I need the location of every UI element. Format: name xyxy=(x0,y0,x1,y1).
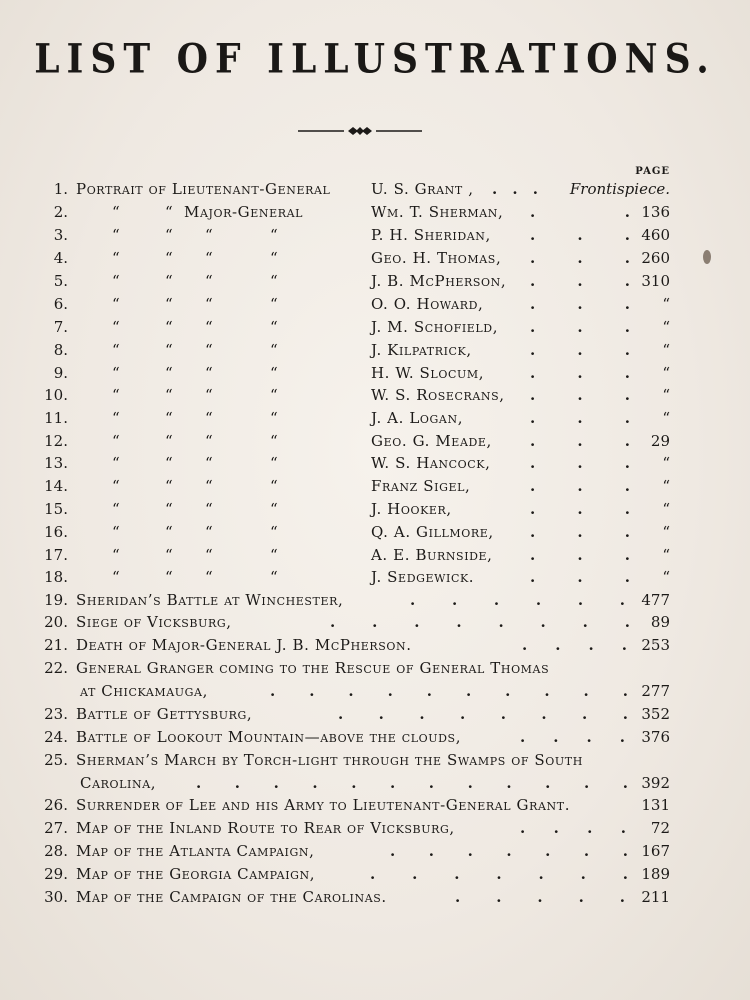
ditto-mark: “ xyxy=(112,432,120,450)
page-number: 352 xyxy=(641,705,670,723)
ditto-mark: “ xyxy=(112,341,120,359)
list-item xyxy=(0,634,750,656)
item-number: 26. xyxy=(44,796,68,814)
ditto-mark: “ xyxy=(165,409,173,427)
leader-dots: . . . xyxy=(530,249,630,267)
list-item xyxy=(0,726,750,748)
ditto-mark: “ xyxy=(270,523,278,541)
portrait-prefix-2: Major-General xyxy=(184,203,304,221)
ditto-mark: “ xyxy=(270,477,278,495)
ditto-mark: “ xyxy=(205,272,213,290)
leader-dots: . . . xyxy=(530,272,630,290)
page-number: “ xyxy=(662,477,670,495)
page-number: 277 xyxy=(641,682,670,700)
page-column-header: PAGE xyxy=(635,166,670,177)
list-item xyxy=(0,430,750,452)
leader-dots: . . . xyxy=(530,432,630,450)
person-name: W. S. Hancock, xyxy=(371,454,491,472)
item-number: 27. xyxy=(44,819,68,837)
ditto-mark: “ xyxy=(205,295,213,313)
illustration-title: General Granger coming to the Rescue of General Thomas xyxy=(76,659,550,677)
list-item xyxy=(0,817,750,839)
person-name: Geo. G. Meade, xyxy=(371,432,492,450)
ditto-mark: “ xyxy=(205,226,213,244)
ditto-mark: “ xyxy=(205,249,213,267)
item-number: 7. xyxy=(53,318,68,336)
page-number: 211 xyxy=(641,888,670,906)
page-number: 72 xyxy=(650,819,670,837)
page-number: 253 xyxy=(641,636,670,654)
item-number: 16. xyxy=(44,523,68,541)
list-item xyxy=(0,178,750,200)
leader-dots: . . . xyxy=(530,477,630,495)
leader-dots: . . . . . . . . . . . . xyxy=(196,774,628,792)
leader-dots: . . . xyxy=(530,454,630,472)
person-name: J. Sedgewick. xyxy=(371,568,475,586)
leader-dots: . . . . . . . xyxy=(390,842,628,860)
person-name: U. S. Grant , xyxy=(371,180,474,198)
ditto-mark: “ xyxy=(205,409,213,427)
list-item xyxy=(0,703,750,725)
page-number: “ xyxy=(662,568,670,586)
list-item xyxy=(0,407,750,429)
illustration-title: Death of Major-General J. B. McPherson. xyxy=(76,636,412,654)
page-number: “ xyxy=(662,409,670,427)
leader-dots: . . . . . xyxy=(455,888,625,906)
ditto-mark: “ xyxy=(270,295,278,313)
leader-dots: . . . . . . . . xyxy=(338,705,628,723)
page-number: 260 xyxy=(641,249,670,267)
ditto-mark: “ xyxy=(165,272,173,290)
ditto-mark: “ xyxy=(112,364,120,382)
leader-dots: . . . xyxy=(530,568,630,586)
page-number: 376 xyxy=(641,728,670,746)
page-number: 310 xyxy=(641,272,670,290)
item-number: 25. xyxy=(44,751,68,769)
illustration-title: Surrender of Lee and his Army to Lieutenant-General Grant. xyxy=(76,796,571,814)
list-item xyxy=(0,475,750,497)
ditto-mark: “ xyxy=(112,249,120,267)
illustration-title: Map of the Georgia Campaign, xyxy=(76,865,316,883)
ditto-mark: “ xyxy=(165,364,173,382)
ditto-mark: “ xyxy=(165,546,173,564)
ditto-mark: “ xyxy=(165,226,173,244)
ditto-mark: “ xyxy=(205,523,213,541)
item-number: 2. xyxy=(53,203,68,221)
page-number: “ xyxy=(662,454,670,472)
leader-dots: . . . xyxy=(530,364,630,382)
page-number: 29 xyxy=(650,432,670,450)
person-name: H. W. Slocum, xyxy=(371,364,485,382)
illustration-title: Map of the Campaign of the Carolinas. xyxy=(76,888,387,906)
page-number: “ xyxy=(662,523,670,541)
ditto-mark: “ xyxy=(205,477,213,495)
ditto-mark: “ xyxy=(165,386,173,404)
leader-dots: . . . . . . . . . . xyxy=(270,682,628,700)
ditto-mark: “ xyxy=(112,546,120,564)
item-number: 6. xyxy=(53,295,68,313)
page-number: “ xyxy=(662,500,670,518)
page-number: “ xyxy=(662,295,670,313)
list-item-continued xyxy=(0,772,750,794)
page-number: Frontispiece. xyxy=(569,180,670,198)
ditto-mark: “ xyxy=(112,203,120,221)
illustration-title: Map of the Inland Route to Rear of Vicksburg, xyxy=(76,819,455,837)
item-number: 13. xyxy=(44,454,68,472)
ditto-mark: “ xyxy=(165,341,173,359)
list-item xyxy=(0,611,750,633)
page-number: 477 xyxy=(641,591,670,609)
item-number: 21. xyxy=(44,636,68,654)
ditto-mark: “ xyxy=(205,500,213,518)
ditto-mark: “ xyxy=(112,226,120,244)
ditto-mark: “ xyxy=(270,226,278,244)
ditto-mark: “ xyxy=(112,295,120,313)
list-item xyxy=(0,316,750,338)
illustration-title: Sherman’s March by Torch-light through the Swamps of South xyxy=(76,751,583,769)
ditto-mark: “ xyxy=(270,341,278,359)
person-name: W. S. Rosecrans, xyxy=(371,386,505,404)
ditto-mark: “ xyxy=(270,568,278,586)
ditto-mark: “ xyxy=(270,386,278,404)
list-item xyxy=(0,566,750,588)
list-item xyxy=(0,544,750,566)
person-name: J. M. Schofield, xyxy=(371,318,499,336)
ditto-mark: “ xyxy=(112,477,120,495)
item-number: 9. xyxy=(53,364,68,382)
leader-dots: . . . . xyxy=(520,819,626,837)
leader-dots: . . . xyxy=(530,500,630,518)
person-name: Franz Sigel, xyxy=(371,477,471,495)
item-number: 29. xyxy=(44,865,68,883)
leader-dots: . . . xyxy=(530,341,630,359)
ditto-mark: “ xyxy=(205,546,213,564)
person-name: J. A. Logan, xyxy=(371,409,464,427)
list-item xyxy=(0,247,750,269)
page-number: 131 xyxy=(641,796,670,814)
ditto-mark: “ xyxy=(165,249,173,267)
item-number: 1. xyxy=(53,180,68,198)
person-name: J. Hooker, xyxy=(371,500,452,518)
ditto-mark: “ xyxy=(270,249,278,267)
list-item-continued xyxy=(0,680,750,702)
leader-dots: . . . xyxy=(530,295,630,313)
ditto-mark: “ xyxy=(112,318,120,336)
ditto-mark: “ xyxy=(112,523,120,541)
ditto-mark: “ xyxy=(205,386,213,404)
ditto-mark: “ xyxy=(112,272,120,290)
item-number: 17. xyxy=(44,546,68,564)
leader-dots: . . . xyxy=(530,409,630,427)
illustration-title: Battle of Lookout Mountain—above the clouds, xyxy=(76,728,462,746)
ditto-mark: “ xyxy=(112,386,120,404)
item-number: 28. xyxy=(44,842,68,860)
person-name: O. O. Howard, xyxy=(371,295,484,313)
leader-dots: . . . xyxy=(530,386,630,404)
list-item xyxy=(0,657,750,679)
illustration-title-cont: Carolina, xyxy=(80,774,157,792)
item-number: 14. xyxy=(44,477,68,495)
item-number: 5. xyxy=(53,272,68,290)
list-item xyxy=(0,201,750,223)
ditto-mark: “ xyxy=(270,454,278,472)
page-number: “ xyxy=(662,364,670,382)
item-number: 18. xyxy=(44,568,68,586)
page-number: 460 xyxy=(641,226,670,244)
illustration-title: Sheridan’s Battle at Winchester, xyxy=(76,591,344,609)
page-number: 89 xyxy=(650,613,670,631)
list-item xyxy=(0,749,750,771)
leader-dots: . . . . xyxy=(520,728,625,746)
ditto-mark: “ xyxy=(112,409,120,427)
item-number: 10. xyxy=(44,386,68,404)
ditto-mark: “ xyxy=(165,500,173,518)
person-name: P. H. Sheridan, xyxy=(371,226,491,244)
illustration-title: Siege of Vicksburg, xyxy=(76,613,232,631)
paper-stain xyxy=(703,250,711,264)
list-item xyxy=(0,863,750,885)
leader-dots: . . . xyxy=(530,546,630,564)
ditto-mark: “ xyxy=(112,568,120,586)
ditto-mark: “ xyxy=(205,341,213,359)
ditto-mark: “ xyxy=(205,318,213,336)
ditto-mark: “ xyxy=(205,432,213,450)
ditto-mark: “ xyxy=(165,432,173,450)
list-item xyxy=(0,589,750,611)
leader-dots: . . . . . . . . xyxy=(330,613,630,631)
ditto-mark: “ xyxy=(112,500,120,518)
leader-dots: . . . xyxy=(492,180,538,198)
leader-dots: . . xyxy=(530,203,630,221)
ornament-rule-icon xyxy=(298,124,422,138)
ditto-mark: “ xyxy=(270,272,278,290)
page-number: “ xyxy=(662,546,670,564)
page-number: “ xyxy=(662,318,670,336)
leader-dots: . . . xyxy=(530,226,630,244)
person-name: A. E. Burnside, xyxy=(371,546,493,564)
list-item xyxy=(0,521,750,543)
leader-dots: . . . xyxy=(530,523,630,541)
ditto-mark: “ xyxy=(165,318,173,336)
list-item xyxy=(0,293,750,315)
page-number: 167 xyxy=(641,842,670,860)
ditto-mark: “ xyxy=(165,203,173,221)
item-number: 19. xyxy=(44,591,68,609)
ditto-mark: “ xyxy=(270,318,278,336)
ditto-mark: “ xyxy=(165,568,173,586)
item-number: 11. xyxy=(44,409,68,427)
list-item xyxy=(0,794,750,816)
item-number: 3. xyxy=(53,226,68,244)
leader-dots: . . . . . . . xyxy=(370,865,628,883)
list-item xyxy=(0,384,750,406)
page-number: 392 xyxy=(641,774,670,792)
ditto-mark: “ xyxy=(270,432,278,450)
leader-dots: . . . xyxy=(530,318,630,336)
ditto-mark: “ xyxy=(270,546,278,564)
ditto-mark: “ xyxy=(165,295,173,313)
person-name: J. B. McPherson, xyxy=(371,272,507,290)
item-number: 30. xyxy=(44,888,68,906)
list-item xyxy=(0,339,750,361)
ditto-mark: “ xyxy=(205,364,213,382)
page-number: 136 xyxy=(641,203,670,221)
page-number: 189 xyxy=(641,865,670,883)
list-item xyxy=(0,886,750,908)
list-item xyxy=(0,224,750,246)
ditto-mark: “ xyxy=(270,364,278,382)
leader-dots: . . . . . . xyxy=(410,591,625,609)
illustration-title-cont: at Chickamauga, xyxy=(80,682,208,700)
portrait-prefix: Portrait of Lieutenant-General xyxy=(76,180,331,198)
page-number: “ xyxy=(662,341,670,359)
item-number: 12. xyxy=(44,432,68,450)
list-item xyxy=(0,498,750,520)
person-name: J. Kilpatrick, xyxy=(371,341,472,359)
ditto-mark: “ xyxy=(270,409,278,427)
item-number: 24. xyxy=(44,728,68,746)
list-item xyxy=(0,270,750,292)
ditto-mark: “ xyxy=(270,500,278,518)
page-number: “ xyxy=(662,386,670,404)
ditto-mark: “ xyxy=(205,454,213,472)
illustration-title: Battle of Gettysburg, xyxy=(76,705,253,723)
item-number: 4. xyxy=(53,249,68,267)
ditto-mark: “ xyxy=(205,568,213,586)
list-item xyxy=(0,362,750,384)
page-title: LIST OF ILLUSTRATIONS. xyxy=(34,35,716,83)
list-item xyxy=(0,840,750,862)
item-number: 23. xyxy=(44,705,68,723)
leader-dots: . . . . xyxy=(522,636,627,654)
item-number: 8. xyxy=(53,341,68,359)
item-number: 15. xyxy=(44,500,68,518)
person-name: Q. A. Gillmore, xyxy=(371,523,494,541)
ditto-mark: “ xyxy=(165,454,173,472)
item-number: 22. xyxy=(44,659,68,677)
list-item xyxy=(0,452,750,474)
ditto-mark: “ xyxy=(165,477,173,495)
illustration-title: Map of the Atlanta Campaign, xyxy=(76,842,315,860)
item-number: 20. xyxy=(44,613,68,631)
person-name: Geo. H. Thomas, xyxy=(371,249,502,267)
ditto-mark: “ xyxy=(165,523,173,541)
ditto-mark: “ xyxy=(112,454,120,472)
person-name: Wm. T. Sherman, xyxy=(371,203,504,221)
